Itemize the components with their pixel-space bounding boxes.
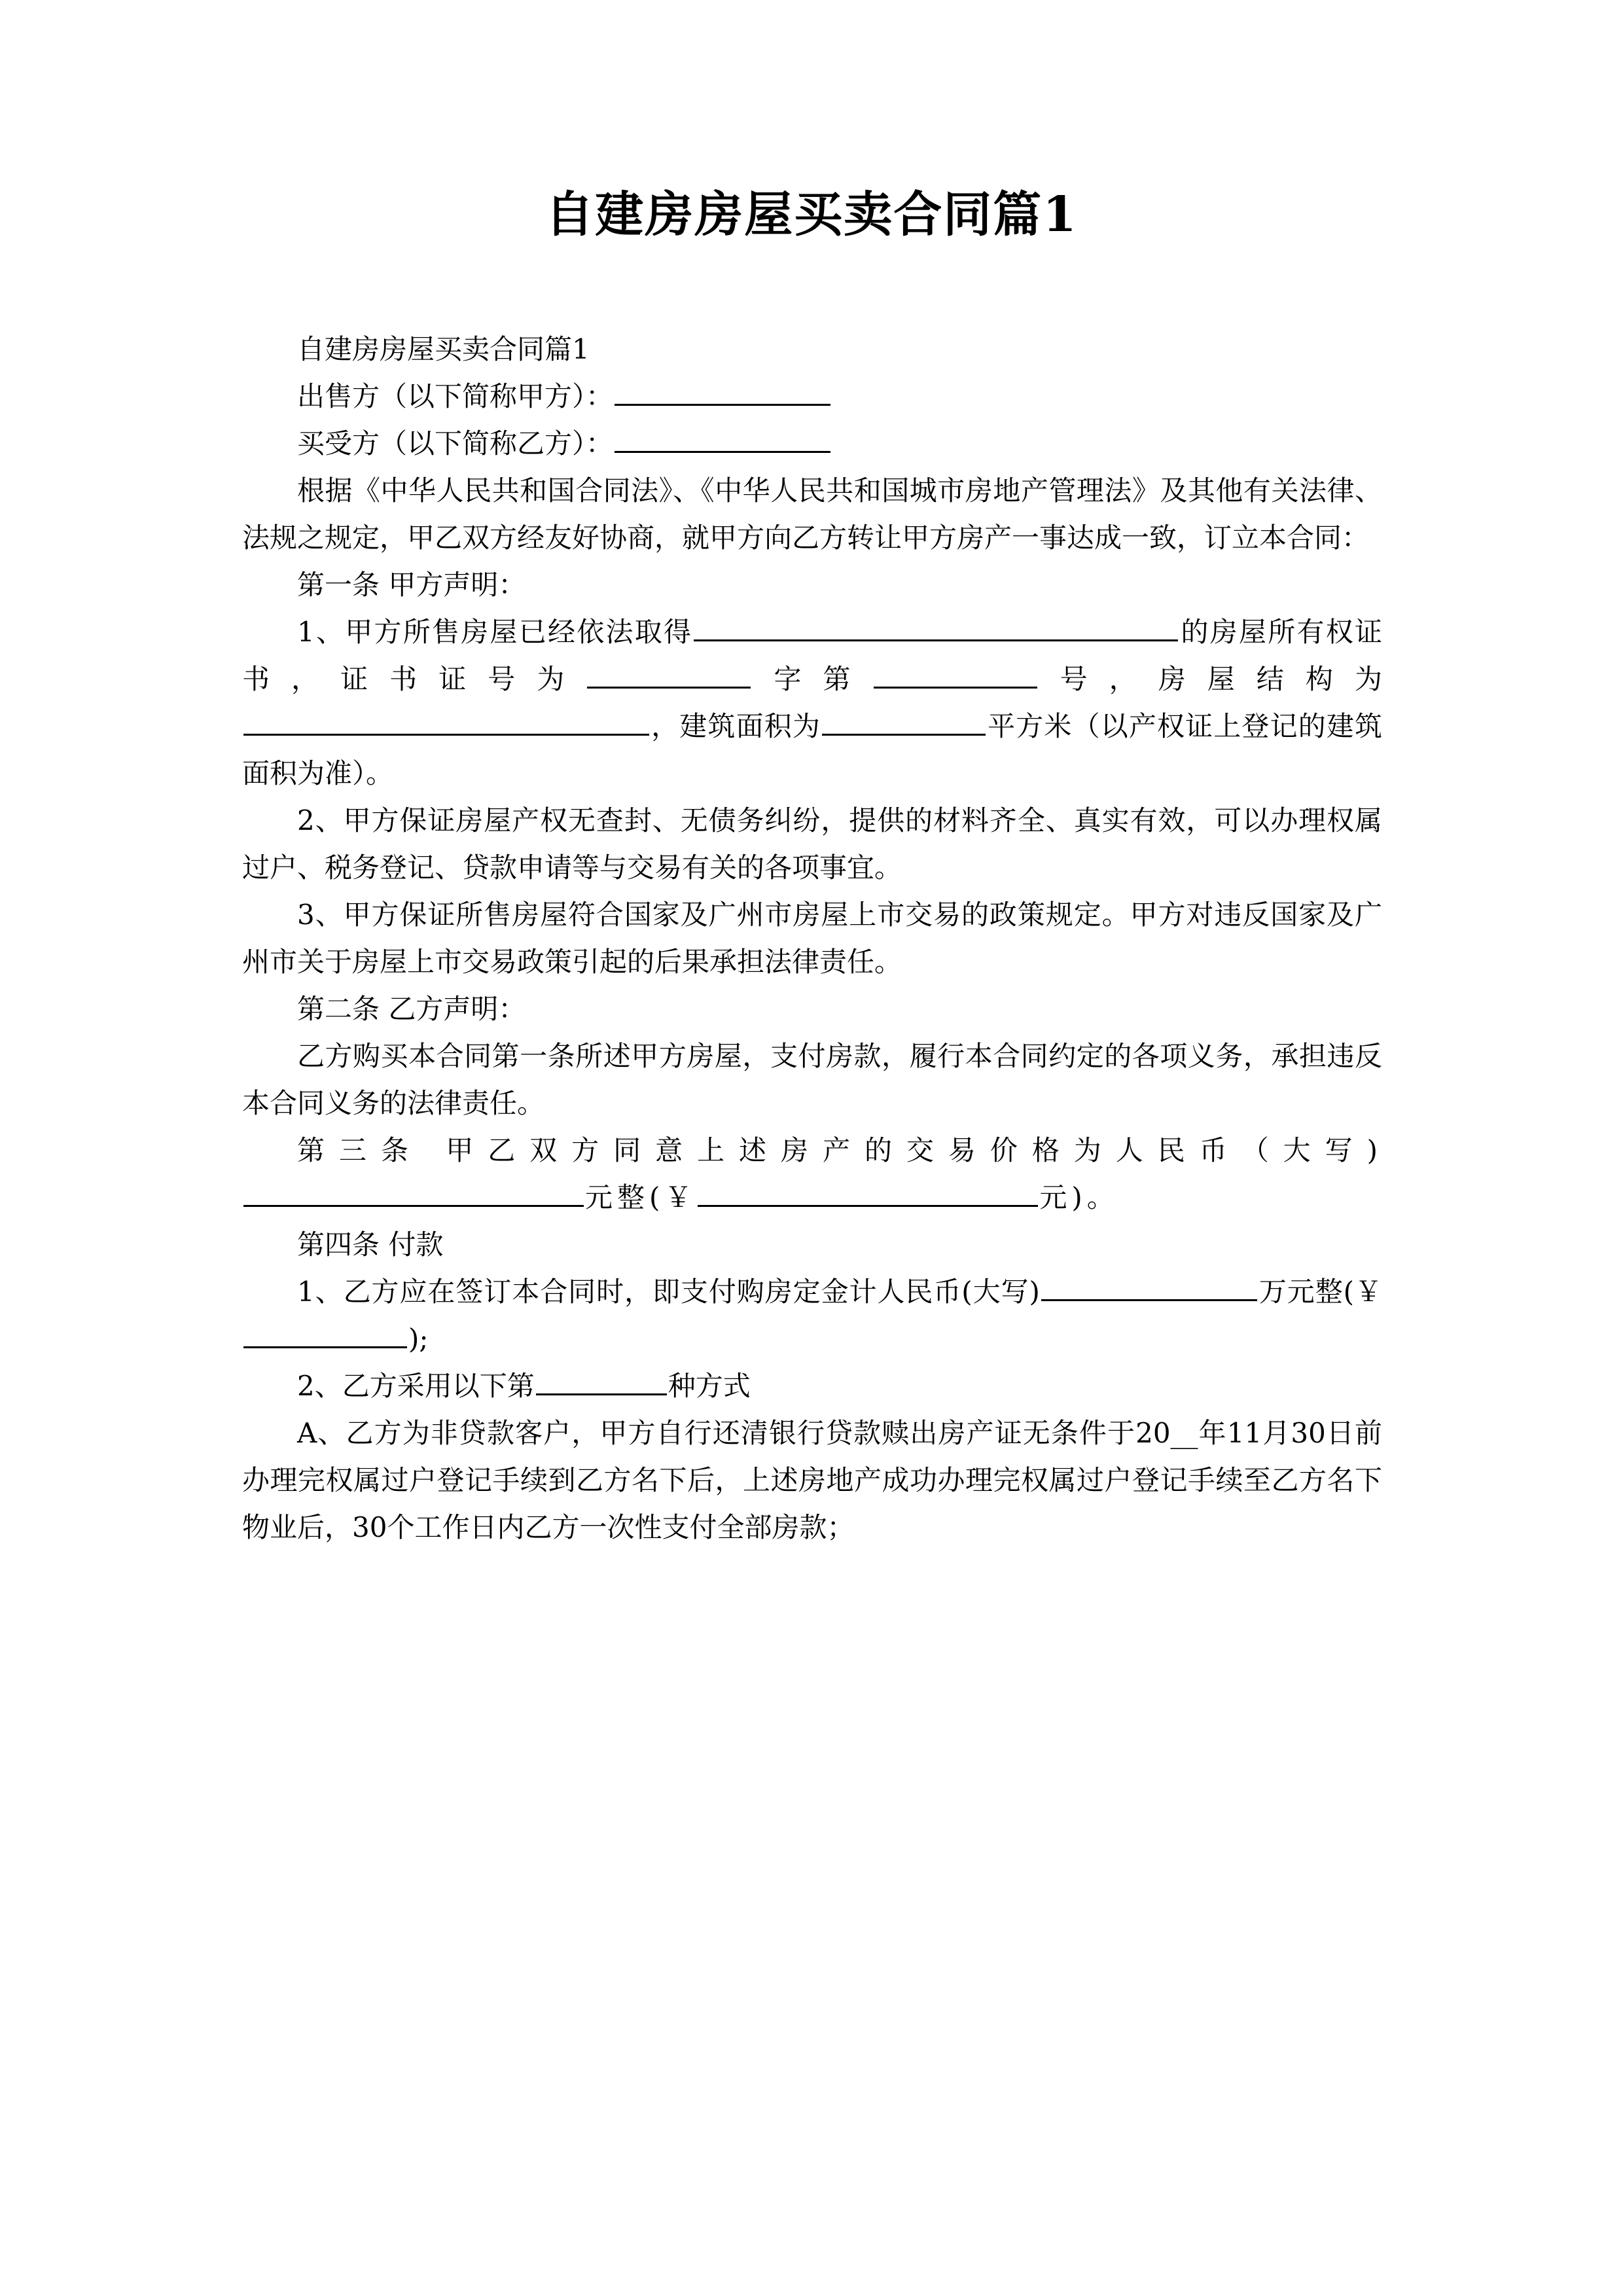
paragraph-article-1-item-2 — [242, 797, 1382, 891]
house-structure-blank[interactable] — [243, 705, 649, 736]
paragraph-article-3 — [242, 1127, 1382, 1221]
building-area-blank[interactable] — [822, 705, 986, 736]
price-in-figures-blank[interactable] — [698, 1176, 1038, 1207]
paragraph-article-1-item-3 — [242, 891, 1382, 986]
text-run: 字第 — [752, 663, 872, 695]
text-run: 自建房房屋买卖合同篇1 — [297, 333, 590, 365]
deposit-in-figures-blank[interactable] — [243, 1318, 407, 1348]
paragraph-article-4-heading — [242, 1221, 1382, 1268]
text-run: 出售方（以下简称甲方）： — [297, 380, 614, 412]
text-run: 乙方购买本合同第一条所述甲方房屋，支付房款，履行本合同约定的各项义务，承担违反本合同义务的法律责任。 — [242, 1040, 1382, 1119]
text-run: 1、甲方所售房屋已经依法取得 — [297, 616, 693, 648]
price-in-words-blank[interactable] — [243, 1176, 584, 1207]
seller-name-blank[interactable] — [615, 375, 830, 406]
paragraph-article-4-option-a — [242, 1410, 1382, 1551]
paragraph-article-4-item-1 — [242, 1268, 1382, 1363]
text-run: 万元整(￥ — [1258, 1276, 1382, 1308]
paragraph-article-2-body — [242, 1033, 1382, 1127]
text-run: 根据《中华人民共和国合同法》、《中华人民共和国城市房地产管理法》及其他有关法律、法规之规定，甲乙双方经友好协商，就甲方向乙方转让甲方房产一事达成一致，订立本合同： — [242, 475, 1382, 554]
paragraph-article-1-heading — [242, 562, 1382, 609]
certificate-number-blank[interactable] — [874, 658, 1037, 689]
paragraph-article-2-heading — [242, 986, 1382, 1033]
text-run: 买受方（以下简称乙方）： — [297, 427, 614, 459]
paragraph-heading-piece-1 — [242, 326, 1382, 373]
text-run: 元)。 — [1039, 1181, 1119, 1213]
document-body — [242, 326, 1382, 1551]
text-run: 第三条 甲乙双方同意上述房产的交易价格为人民币（大写) — [297, 1134, 1382, 1166]
text-run: 的房屋所有权证书，证书证号为 — [242, 616, 1382, 695]
text-run: 第二条 乙方声明： — [297, 993, 526, 1025]
paragraph-seller-line — [242, 373, 1382, 420]
text-run: 2、甲方保证房屋产权无查封、无债务纠纷，提供的材料齐全、真实有效，可以办理权属过户、税务登记、贷款申请等与交易有关的各项事宜。 — [242, 804, 1382, 884]
paragraph-article-1-item-1 — [242, 609, 1382, 797]
text-run: 平方米（以产权证上登记的建筑面积为准）。 — [242, 710, 1382, 789]
text-run: ，建筑面积为 — [651, 710, 821, 742]
text-run: ); — [408, 1323, 429, 1355]
paragraph-buyer-line — [242, 420, 1382, 467]
text-run: 1、乙方应在签订本合同时，即支付购房定金计人民币(大写) — [297, 1276, 1040, 1308]
certificate-name-blank[interactable] — [694, 611, 1178, 641]
paragraph-preamble — [242, 467, 1382, 562]
certificate-prefix-blank[interactable] — [587, 658, 751, 689]
text-run: 元整(￥ — [585, 1181, 697, 1213]
text-run: 号，房屋结构为 — [1038, 663, 1382, 695]
buyer-name-blank[interactable] — [615, 422, 830, 453]
text-run: 2、乙方采用以下第 — [297, 1370, 535, 1402]
text-run: 第四条 付款 — [297, 1229, 444, 1261]
page-title: 自建房房屋买卖合同篇1 — [545, 187, 1078, 243]
payment-method-blank[interactable] — [536, 1365, 667, 1395]
text-run: 3、甲方保证所售房屋符合国家及广州市房屋上市交易的政策规定。甲方对违反国家及广州市关于房屋上市交易政策引起的后果承担法律责任。 — [242, 899, 1382, 978]
paragraph-article-4-item-2 — [242, 1363, 1382, 1410]
text-run: A、乙方为非贷款客户，甲方自行还清银行贷款赎出房产证无条件于20__年11月30日前办理完权属过户登记手续到乙方名下后，上述房地产成功办理完权属过户登记手续至乙方名下物业后，30个工作日内乙方一次性支付全部房款； — [242, 1417, 1382, 1543]
deposit-in-words-blank[interactable] — [1041, 1270, 1257, 1301]
text-run: 第一条 甲方声明： — [297, 569, 526, 601]
text-run: 种方式 — [668, 1370, 751, 1402]
